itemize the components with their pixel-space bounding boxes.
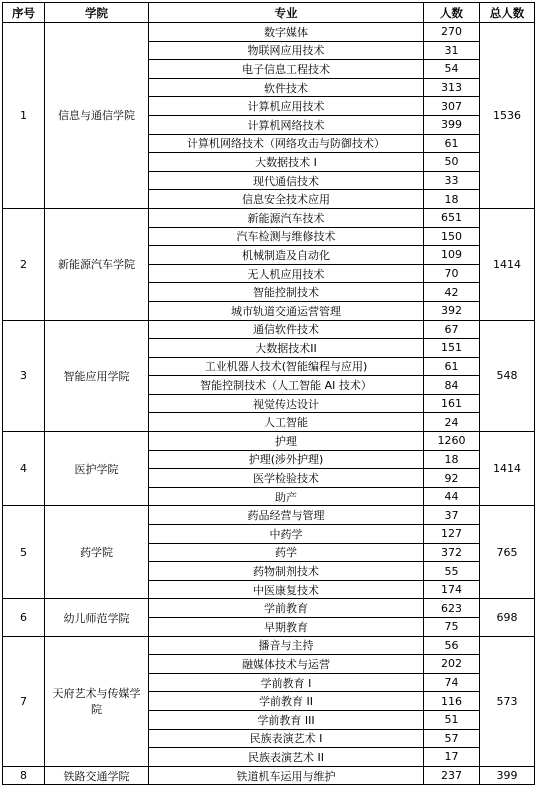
- major-cell: 学前教育 II: [149, 692, 424, 711]
- total-cell: 573: [480, 636, 535, 766]
- seq-cell: 6: [3, 599, 45, 636]
- count-cell: 313: [424, 78, 480, 97]
- count-cell: 151: [424, 339, 480, 358]
- count-cell: 270: [424, 23, 480, 42]
- major-cell: 信息安全技术应用: [149, 190, 424, 209]
- count-cell: 399: [424, 115, 480, 134]
- major-cell: 助产: [149, 487, 424, 506]
- major-cell: 大数据技术 I: [149, 153, 424, 172]
- count-cell: 56: [424, 636, 480, 655]
- table-row: [3, 599, 535, 618]
- count-cell: 127: [424, 525, 480, 544]
- major-cell: 融媒体技术与运营: [149, 655, 424, 674]
- header-count: 人数: [424, 3, 480, 23]
- header-total: 总人数: [480, 3, 535, 23]
- count-cell: 70: [424, 264, 480, 283]
- major-cell: 医学检验技术: [149, 469, 424, 488]
- count-cell: 174: [424, 580, 480, 599]
- count-cell: 150: [424, 227, 480, 246]
- major-cell: 学前教育: [149, 599, 424, 618]
- count-cell: 237: [424, 766, 480, 785]
- college-cell: 天府艺术与传媒学院: [45, 636, 149, 766]
- count-cell: 44: [424, 487, 480, 506]
- college-cell: 铁路交通学院: [45, 766, 149, 785]
- major-cell: 护理: [149, 432, 424, 451]
- table-row: [3, 766, 535, 785]
- count-cell: 51: [424, 710, 480, 729]
- count-cell: 67: [424, 320, 480, 339]
- major-cell: 播音与主持: [149, 636, 424, 655]
- table-body: [3, 23, 535, 785]
- count-cell: 651: [424, 208, 480, 227]
- major-cell: 物联网应用技术: [149, 41, 424, 60]
- count-cell: 18: [424, 190, 480, 209]
- college-cell: 医护学院: [45, 432, 149, 506]
- major-cell: 药品经营与管理: [149, 506, 424, 525]
- major-cell: 数字媒体: [149, 23, 424, 42]
- table-row: [3, 23, 535, 42]
- header-major: 专业: [149, 3, 424, 23]
- major-cell: 中医康复技术: [149, 580, 424, 599]
- major-cell: 通信软件技术: [149, 320, 424, 339]
- seq-cell: 3: [3, 320, 45, 432]
- major-cell: 计算机网络技术: [149, 115, 424, 134]
- major-cell: 民族表演艺术 II: [149, 748, 424, 767]
- major-cell: 学前教育 III: [149, 710, 424, 729]
- count-cell: 42: [424, 283, 480, 302]
- major-cell: 计算机应用技术: [149, 97, 424, 116]
- major-cell: 软件技术: [149, 78, 424, 97]
- count-cell: 74: [424, 673, 480, 692]
- count-cell: 202: [424, 655, 480, 674]
- count-cell: 33: [424, 171, 480, 190]
- count-cell: 55: [424, 562, 480, 581]
- enrollment-table: [2, 2, 535, 785]
- header-seq: 序号: [3, 3, 45, 23]
- count-cell: 92: [424, 469, 480, 488]
- major-cell: 新能源汽车技术: [149, 208, 424, 227]
- seq-cell: 8: [3, 766, 45, 785]
- major-cell: 城市轨道交通运营管理: [149, 301, 424, 320]
- college-cell: 药学院: [45, 506, 149, 599]
- count-cell: 61: [424, 357, 480, 376]
- seq-cell: 2: [3, 208, 45, 320]
- count-cell: 50: [424, 153, 480, 172]
- major-cell: 电子信息工程技术: [149, 60, 424, 79]
- count-cell: 84: [424, 376, 480, 395]
- major-cell: 铁道机车运用与维护: [149, 766, 424, 785]
- major-cell: 民族表演艺术 I: [149, 729, 424, 748]
- major-cell: 工业机器人技术(智能编程与应用): [149, 357, 424, 376]
- seq-cell: 1: [3, 23, 45, 209]
- table-row: [3, 208, 535, 227]
- table-row: [3, 432, 535, 451]
- major-cell: 汽车检测与维修技术: [149, 227, 424, 246]
- table-row: [3, 636, 535, 655]
- major-cell: 智能控制技术: [149, 283, 424, 302]
- major-cell: 智能控制技术（人工智能 AI 技术）: [149, 376, 424, 395]
- major-cell: 人工智能: [149, 413, 424, 432]
- major-cell: 学前教育 I: [149, 673, 424, 692]
- major-cell: 药学: [149, 543, 424, 562]
- total-cell: 765: [480, 506, 535, 599]
- total-cell: 548: [480, 320, 535, 432]
- count-cell: 392: [424, 301, 480, 320]
- total-cell: 399: [480, 766, 535, 785]
- major-cell: 大数据技术II: [149, 339, 424, 358]
- count-cell: 54: [424, 60, 480, 79]
- count-cell: 37: [424, 506, 480, 525]
- count-cell: 61: [424, 134, 480, 153]
- seq-cell: 4: [3, 432, 45, 506]
- count-cell: 75: [424, 618, 480, 637]
- total-cell: 1536: [480, 23, 535, 209]
- major-cell: 机械制造及自动化: [149, 246, 424, 265]
- count-cell: 57: [424, 729, 480, 748]
- total-cell: 698: [480, 599, 535, 636]
- total-cell: 1414: [480, 208, 535, 320]
- major-cell: 视觉传达设计: [149, 394, 424, 413]
- major-cell: 早期教育: [149, 618, 424, 637]
- major-cell: 计算机网络技术（网络攻击与防御技术）: [149, 134, 424, 153]
- count-cell: 307: [424, 97, 480, 116]
- header-college: 学院: [45, 3, 149, 23]
- count-cell: 18: [424, 450, 480, 469]
- count-cell: 1260: [424, 432, 480, 451]
- count-cell: 24: [424, 413, 480, 432]
- count-cell: 372: [424, 543, 480, 562]
- count-cell: 116: [424, 692, 480, 711]
- table-row: [3, 506, 535, 525]
- count-cell: 161: [424, 394, 480, 413]
- major-cell: 药物制剂技术: [149, 562, 424, 581]
- major-cell: 护理(涉外护理): [149, 450, 424, 469]
- seq-cell: 7: [3, 636, 45, 766]
- count-cell: 17: [424, 748, 480, 767]
- college-cell: 信息与通信学院: [45, 23, 149, 209]
- seq-cell: 5: [3, 506, 45, 599]
- major-cell: 中药学: [149, 525, 424, 544]
- header-row: [3, 3, 535, 23]
- total-cell: 1414: [480, 432, 535, 506]
- college-cell: 新能源汽车学院: [45, 208, 149, 320]
- major-cell: 现代通信技术: [149, 171, 424, 190]
- count-cell: 109: [424, 246, 480, 265]
- count-cell: 623: [424, 599, 480, 618]
- major-cell: 无人机应用技术: [149, 264, 424, 283]
- table-row: [3, 320, 535, 339]
- college-cell: 智能应用学院: [45, 320, 149, 432]
- count-cell: 31: [424, 41, 480, 60]
- college-cell: 幼儿师范学院: [45, 599, 149, 636]
